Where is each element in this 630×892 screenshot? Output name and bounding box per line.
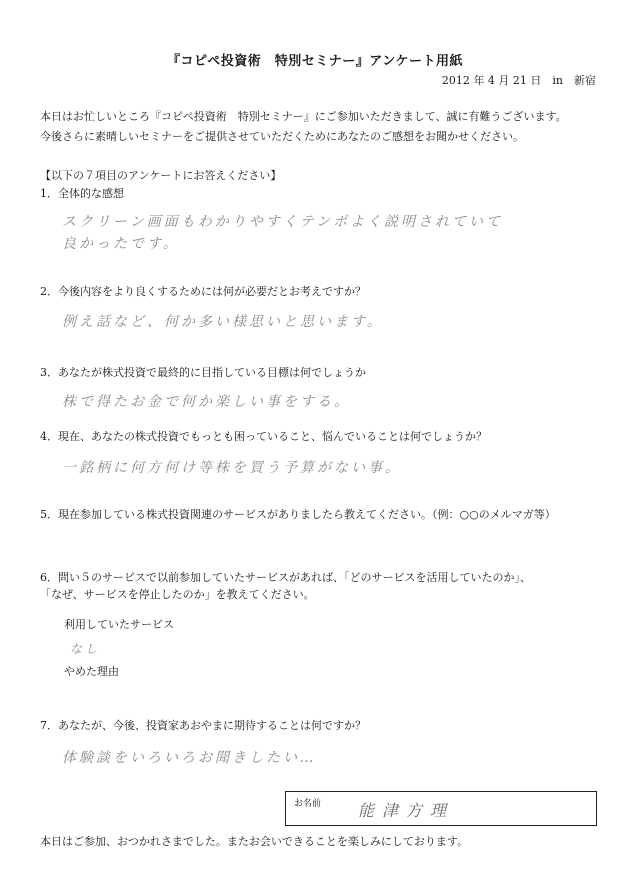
answer-1-line-1: スクリーン画面もわかりやすくテンポよく説明されていて [62,214,504,230]
used-service-label: 利用していたサービス [64,618,174,631]
question-4: 4．現在、あなたの株式投資でもっとも困っていること、悩んでいることは何でしょうか？ [40,430,487,443]
question-2: 2．今後内容をより良くするためには何が必要だとお考えですか？ [40,285,366,298]
question-5: 5．現在参加している株式投資関連のサービスがありましたら教えてください。（例：○○のメルマガ等） [40,508,556,521]
intro-line-1: 本日はお忙しいところ『コピペ投資術 特別セミナー』にご参加いただきまして、誠に有難うございます。 [40,110,567,123]
name-value: 能津方理 [358,801,455,820]
intro-line-2: 今後さらに素晴しいセミナーをご提供させていただくためにあなたのご感想をお聞かせください。 [40,130,524,143]
used-service-answer: なし [70,642,101,656]
answer-4: 一銘柄に何方何け等株を買う予算がない事。 [62,460,402,476]
answer-2: 例え話など、何か多い様思いと思います。 [62,314,384,330]
question-6: 6．問い５のサービスで以前参加していたサービスがあれば、「どのサービスを活用していたのか」、 [40,571,531,584]
question-6-line-2: 「なぜ、サービスを停止したのか」を教えてください。 [40,588,315,601]
question-3: 3．あなたが株式投資で最終的に目指している目標は何でしょうか [40,366,366,379]
event-date: 2012 年 4 月 21 日 in 新宿 [441,74,596,87]
answer-1-line-2: 良かったです。 [62,236,180,252]
name-field [285,791,597,826]
closing-message: 本日はご参加、おつかれさまでした。またお会いできることを楽しみにしております。 [40,835,469,848]
question-7: 7．あなたが、今後、投資家あおやまに期待することは何ですか？ [40,719,366,732]
answer-7: 体験談をいろいろお聞きしたい… [62,750,317,766]
answer-3: 株で得たお金で何か楽しい事をする。 [62,394,351,410]
question-1: 1．全体的な感想 [40,187,124,200]
stop-reason-label: やめた理由 [64,665,119,678]
section-heading: 【以下の７項目のアンケートにお答えください】 [40,169,282,182]
intro-text [40,107,600,147]
page-title: 『コピペ投資術 特別セミナー』アンケート用紙 [167,54,463,69]
name-label: お名前 [294,799,322,809]
